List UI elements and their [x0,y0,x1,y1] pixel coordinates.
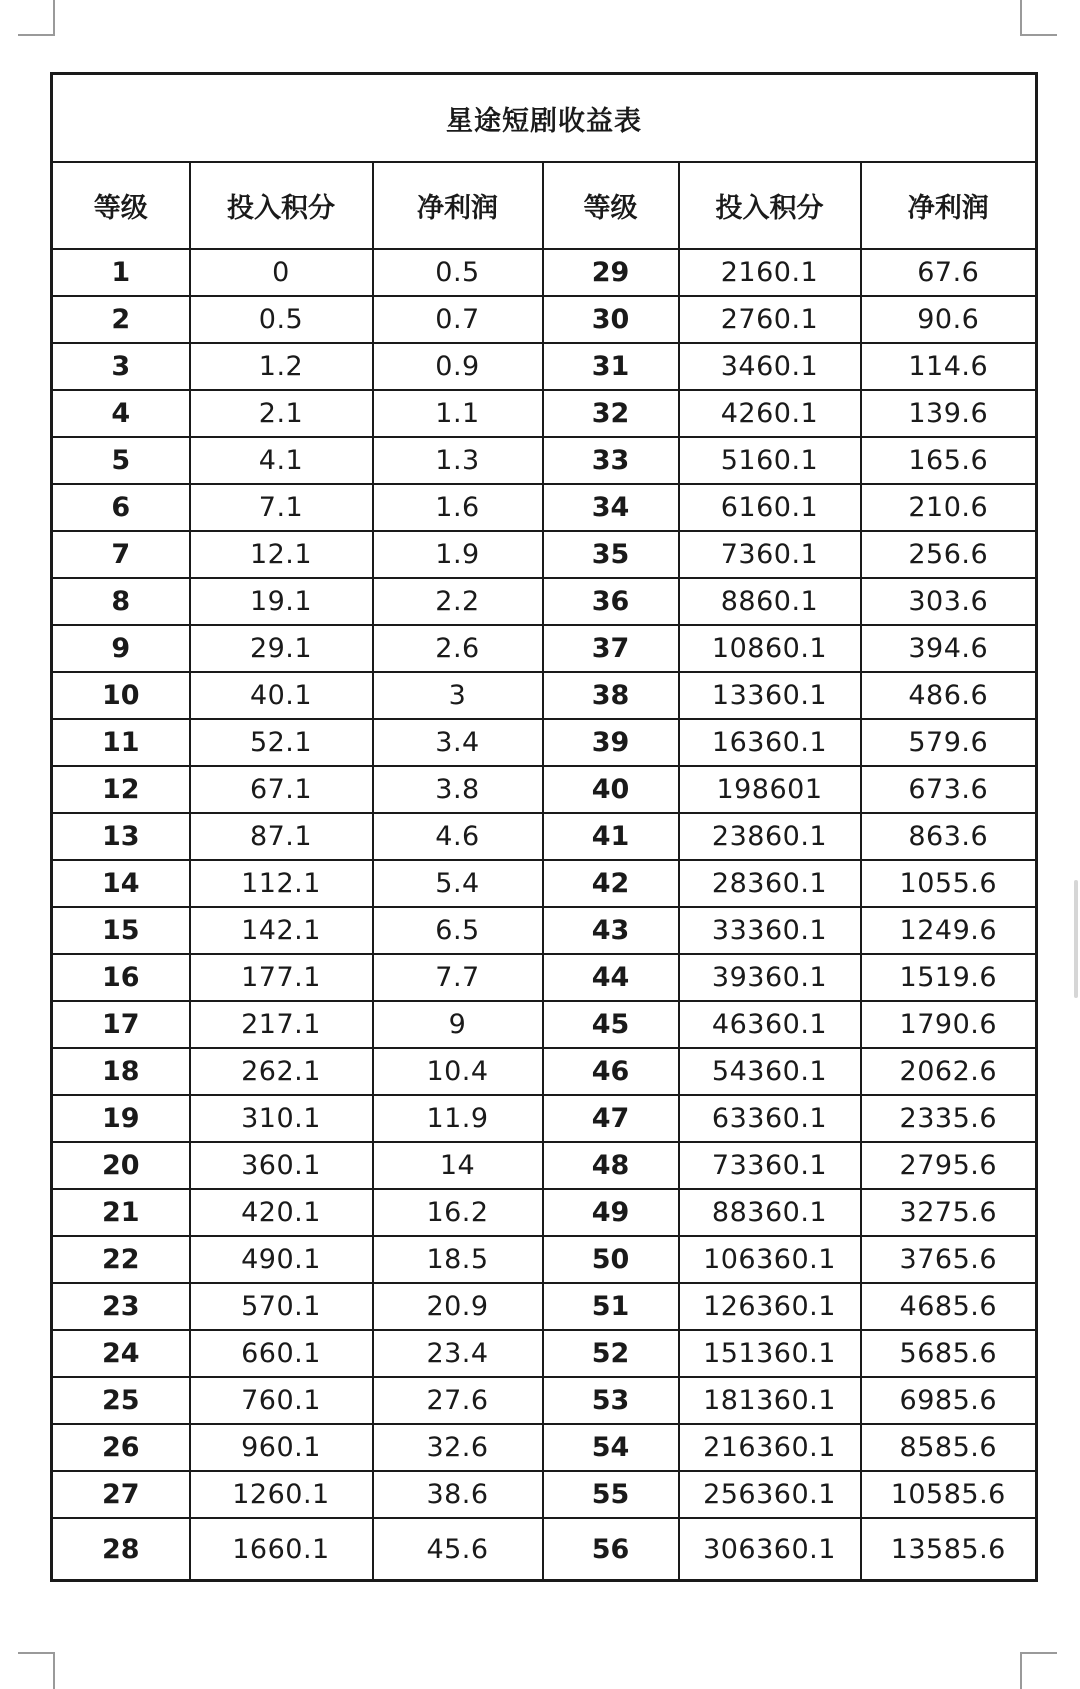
cell-profit: 38.6 [373,1471,543,1518]
cell-points: 2160.1 [679,249,861,296]
cell-points: 73360.1 [679,1142,861,1189]
cell-level: 56 [543,1518,679,1581]
crop-mark-top-right [1020,0,1057,36]
cell-level: 42 [543,860,679,907]
cell-points: 33360.1 [679,907,861,954]
table-row [52,672,1037,719]
cell-level: 24 [52,1330,190,1377]
cell-level: 15 [52,907,190,954]
cell-profit: 7.7 [373,954,543,1001]
cell-profit: 3765.6 [861,1236,1037,1283]
cell-profit: 32.6 [373,1424,543,1471]
table-row [52,766,1037,813]
table-row [52,484,1037,531]
cell-points: 760.1 [190,1377,373,1424]
cell-points: 0 [190,249,373,296]
table-row [52,1424,1037,1471]
cell-level: 32 [543,390,679,437]
cell-points: 19.1 [190,578,373,625]
cell-points: 63360.1 [679,1095,861,1142]
table-row [52,437,1037,484]
cell-level: 36 [543,578,679,625]
cell-points: 40.1 [190,672,373,719]
cell-profit: 2335.6 [861,1095,1037,1142]
cell-profit: 3.4 [373,719,543,766]
cell-profit: 18.5 [373,1236,543,1283]
table-row [52,1095,1037,1142]
cell-profit: 9 [373,1001,543,1048]
cell-profit: 1.1 [373,390,543,437]
table-row [52,1142,1037,1189]
cell-level: 12 [52,766,190,813]
cell-profit: 139.6 [861,390,1037,437]
cell-level: 18 [52,1048,190,1095]
cell-level: 43 [543,907,679,954]
cell-level: 22 [52,1236,190,1283]
cell-points: 420.1 [190,1189,373,1236]
cell-points: 7360.1 [679,531,861,578]
cell-level: 7 [52,531,190,578]
cell-level: 37 [543,625,679,672]
income-table [50,72,1038,1582]
cell-level: 11 [52,719,190,766]
cell-profit: 5685.6 [861,1330,1037,1377]
cell-points: 490.1 [190,1236,373,1283]
cell-profit: 3.8 [373,766,543,813]
cell-points: 5160.1 [679,437,861,484]
cell-profit: 579.6 [861,719,1037,766]
table-title: 星途短剧收益表 [52,74,1037,163]
crop-mark-top-left [18,0,55,36]
table-row [52,1236,1037,1283]
cell-level: 26 [52,1424,190,1471]
cell-points: 1.2 [190,343,373,390]
cell-points: 7.1 [190,484,373,531]
cell-level: 5 [52,437,190,484]
table-title-row [52,74,1037,163]
cell-level: 45 [543,1001,679,1048]
cell-points: 0.5 [190,296,373,343]
table-row [52,1001,1037,1048]
cell-points: 570.1 [190,1283,373,1330]
cell-points: 12.1 [190,531,373,578]
cell-level: 19 [52,1095,190,1142]
cell-profit: 0.7 [373,296,543,343]
cell-level: 28 [52,1518,190,1581]
cell-profit: 90.6 [861,296,1037,343]
cell-points: 217.1 [190,1001,373,1048]
cell-level: 6 [52,484,190,531]
cell-points: 67.1 [190,766,373,813]
table-row [52,1518,1037,1581]
cell-profit: 23.4 [373,1330,543,1377]
cell-level: 1 [52,249,190,296]
table-header-row [52,162,1037,249]
cell-points: 3460.1 [679,343,861,390]
header-level-2: 等级 [543,162,679,249]
cell-level: 34 [543,484,679,531]
cell-points: 216360.1 [679,1424,861,1471]
cell-profit: 1.9 [373,531,543,578]
cell-level: 17 [52,1001,190,1048]
cell-level: 10 [52,672,190,719]
cell-points: 2.1 [190,390,373,437]
cell-profit: 45.6 [373,1518,543,1581]
table-row [52,719,1037,766]
table-row [52,343,1037,390]
table-row [52,1048,1037,1095]
cell-points: 54360.1 [679,1048,861,1095]
cell-level: 53 [543,1377,679,1424]
cell-level: 38 [543,672,679,719]
cell-profit: 256.6 [861,531,1037,578]
cell-points: 23860.1 [679,813,861,860]
cell-profit: 1790.6 [861,1001,1037,1048]
cell-profit: 673.6 [861,766,1037,813]
cell-profit: 0.5 [373,249,543,296]
cell-points: 46360.1 [679,1001,861,1048]
cell-profit: 863.6 [861,813,1037,860]
header-points-2: 投入积分 [679,162,861,249]
cell-profit: 4.6 [373,813,543,860]
table-row [52,578,1037,625]
cell-points: 181360.1 [679,1377,861,1424]
cell-points: 198601 [679,766,861,813]
cell-profit: 16.2 [373,1189,543,1236]
cell-level: 44 [543,954,679,1001]
cell-profit: 27.6 [373,1377,543,1424]
cell-profit: 10585.6 [861,1471,1037,1518]
cell-level: 41 [543,813,679,860]
cell-profit: 3275.6 [861,1189,1037,1236]
cell-points: 360.1 [190,1142,373,1189]
cell-level: 13 [52,813,190,860]
cell-points: 256360.1 [679,1471,861,1518]
scrollbar-thumb[interactable] [1074,880,1078,998]
cell-level: 51 [543,1283,679,1330]
cell-level: 40 [543,766,679,813]
cell-profit: 114.6 [861,343,1037,390]
cell-level: 48 [543,1142,679,1189]
table-body [52,249,1037,1581]
table-row [52,1189,1037,1236]
cell-points: 16360.1 [679,719,861,766]
cell-level: 50 [543,1236,679,1283]
cell-points: 142.1 [190,907,373,954]
cell-level: 4 [52,390,190,437]
cell-points: 660.1 [190,1330,373,1377]
cell-points: 106360.1 [679,1236,861,1283]
cell-level: 20 [52,1142,190,1189]
cell-profit: 20.9 [373,1283,543,1330]
cell-profit: 165.6 [861,437,1037,484]
table-row [52,813,1037,860]
cell-points: 39360.1 [679,954,861,1001]
cell-level: 27 [52,1471,190,1518]
cell-level: 29 [543,249,679,296]
cell-profit: 11.9 [373,1095,543,1142]
cell-profit: 67.6 [861,249,1037,296]
cell-points: 10860.1 [679,625,861,672]
header-profit-2: 净利润 [861,162,1037,249]
cell-profit: 1055.6 [861,860,1037,907]
cell-points: 6160.1 [679,484,861,531]
table-row [52,390,1037,437]
cell-points: 126360.1 [679,1283,861,1330]
table-row [52,249,1037,296]
cell-profit: 1.6 [373,484,543,531]
table-row [52,625,1037,672]
cell-level: 49 [543,1189,679,1236]
table-row [52,860,1037,907]
cell-level: 25 [52,1377,190,1424]
cell-level: 54 [543,1424,679,1471]
cell-points: 52.1 [190,719,373,766]
table-row [52,954,1037,1001]
cell-profit: 2.2 [373,578,543,625]
cell-profit: 5.4 [373,860,543,907]
cell-level: 23 [52,1283,190,1330]
cell-level: 3 [52,343,190,390]
cell-level: 35 [543,531,679,578]
cell-profit: 1519.6 [861,954,1037,1001]
cell-points: 87.1 [190,813,373,860]
cell-level: 46 [543,1048,679,1095]
cell-level: 30 [543,296,679,343]
cell-points: 262.1 [190,1048,373,1095]
cell-level: 52 [543,1330,679,1377]
cell-profit: 8585.6 [861,1424,1037,1471]
cell-profit: 10.4 [373,1048,543,1095]
cell-profit: 486.6 [861,672,1037,719]
table-row [52,531,1037,578]
cell-profit: 2.6 [373,625,543,672]
cell-level: 16 [52,954,190,1001]
cell-points: 306360.1 [679,1518,861,1581]
cell-points: 8860.1 [679,578,861,625]
cell-profit: 2795.6 [861,1142,1037,1189]
cell-level: 31 [543,343,679,390]
table-row [52,1377,1037,1424]
table-row [52,1330,1037,1377]
cell-points: 1660.1 [190,1518,373,1581]
table-row [52,1471,1037,1518]
header-profit-1: 净利润 [373,162,543,249]
cell-points: 4260.1 [679,390,861,437]
crop-mark-bottom-right [1020,1652,1057,1689]
cell-profit: 394.6 [861,625,1037,672]
cell-points: 310.1 [190,1095,373,1142]
cell-points: 28360.1 [679,860,861,907]
cell-points: 177.1 [190,954,373,1001]
cell-points: 112.1 [190,860,373,907]
cell-level: 33 [543,437,679,484]
cell-points: 29.1 [190,625,373,672]
cell-profit: 6985.6 [861,1377,1037,1424]
header-points-1: 投入积分 [190,162,373,249]
cell-level: 55 [543,1471,679,1518]
table-row [52,296,1037,343]
cell-points: 1260.1 [190,1471,373,1518]
cell-points: 151360.1 [679,1330,861,1377]
cell-level: 2 [52,296,190,343]
cell-points: 960.1 [190,1424,373,1471]
crop-mark-bottom-left [18,1652,55,1689]
cell-profit: 6.5 [373,907,543,954]
cell-level: 8 [52,578,190,625]
cell-profit: 4685.6 [861,1283,1037,1330]
cell-profit: 210.6 [861,484,1037,531]
cell-profit: 2062.6 [861,1048,1037,1095]
table-row [52,907,1037,954]
cell-level: 14 [52,860,190,907]
cell-profit: 303.6 [861,578,1037,625]
cell-level: 47 [543,1095,679,1142]
cell-profit: 14 [373,1142,543,1189]
cell-points: 4.1 [190,437,373,484]
cell-profit: 0.9 [373,343,543,390]
cell-profit: 3 [373,672,543,719]
cell-profit: 1.3 [373,437,543,484]
cell-profit: 13585.6 [861,1518,1037,1581]
cell-points: 13360.1 [679,672,861,719]
cell-level: 21 [52,1189,190,1236]
header-level-1: 等级 [52,162,190,249]
table-row [52,1283,1037,1330]
cell-profit: 1249.6 [861,907,1037,954]
cell-points: 88360.1 [679,1189,861,1236]
cell-points: 2760.1 [679,296,861,343]
cell-level: 9 [52,625,190,672]
cell-level: 39 [543,719,679,766]
